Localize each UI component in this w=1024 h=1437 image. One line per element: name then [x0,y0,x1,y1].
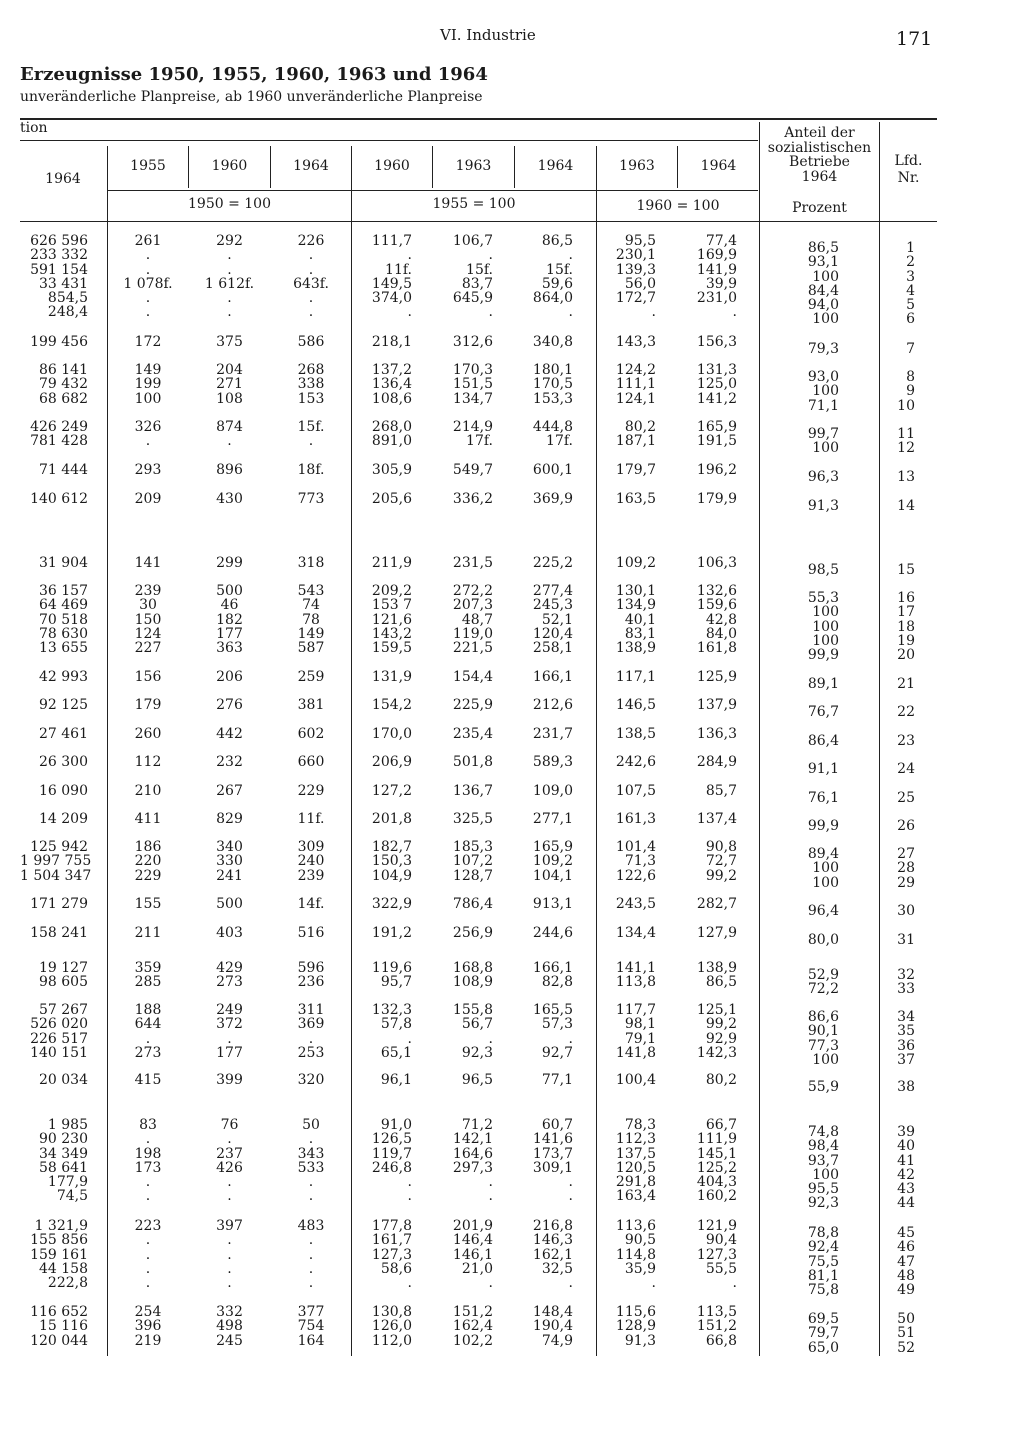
cell-c1964: 1 321,9 155 856 159 161 44 158 222,8 [30,1218,88,1292]
cell-c1964: 1 985 90 230 34 349 58 641 177,9 74,5 [39,1117,88,1205]
body-rule [20,221,937,222]
cell-g2-1960: 177,8 161,7 127,3 58,6 . [371,1218,412,1292]
cell-c1964: 20 034 [39,1072,88,1088]
section-heading: VI. Industrie [440,26,536,44]
cell-g1-1964: 259 [297,669,325,685]
cell-g3-1964: 137,9 [696,697,737,713]
cell-g1-1964: 602 [297,726,325,742]
cell-g1-1960: 292 . . 1 612f. . . [204,233,255,321]
cell-g3-1963: 80,2 187,1 [615,419,656,450]
cell-g2-1963: 501,8 [452,754,493,770]
cell-g1-1955: 211 [134,925,162,941]
cell-g2-1964: 225,2 [532,555,573,571]
cell-g2-1960: 211,9 [371,555,412,571]
cell-share: 98,5 [807,562,839,578]
cell-g2-1963: 168,8 108,9 [452,960,493,991]
cell-g3-1963: 107,5 [615,783,656,799]
cell-lfd: 39 40 41 42 43 44 [897,1124,915,1212]
cell-g1-1964: 381 [297,697,325,713]
cell-g2-1960: 191,2 [371,925,412,941]
cell-c1964: 116 652 15 116 120 044 [30,1304,88,1349]
cell-g3-1963: 117,1 [615,669,656,685]
cell-c1964: 199 456 [30,334,88,350]
cell-lfd: 25 [897,790,915,806]
cell-g1-1955: 155 [134,896,162,912]
cell-share: 76,7 [807,704,839,720]
cell-g3-1964: 77,4 169,9 141,9 39,9 231,0 . [696,233,737,321]
cell-g3-1963: 242,6 [615,754,656,770]
cell-g2-1960: 154,2 [371,697,412,713]
col-head-g3-1964: 1964 [700,158,737,174]
cell-g2-1960: 209,2 153 7 121,6 143,2 159,5 [371,583,412,657]
cell-g2-1960: 127,2 [371,783,412,799]
cell-g2-1963: 96,5 [461,1072,493,1088]
cell-g1-1955: 415 [134,1072,162,1088]
cell-g1-1964: 268 338 153 [297,362,325,407]
cell-c1964: 14 209 [39,811,88,827]
cell-g2-1964: 148,4 190,4 74,9 [532,1304,573,1349]
cell-g1-1964: 377 754 164 [297,1304,325,1349]
cell-lfd: 15 [897,562,915,578]
cell-c1964: 26 300 [39,754,88,770]
cell-g1-1960: 375 [216,334,243,350]
cell-g1-1955: 172 [134,334,162,350]
cell-g1-1955: 210 [134,783,162,799]
cell-g1-1960: 276 [216,697,243,713]
cell-share: 76,1 [807,790,839,806]
cell-c1964: 42 993 [39,669,88,685]
cell-lfd: 26 [897,818,915,834]
cell-g2-1964: 86,5 . 15f. 59,6 864,0 . [532,233,573,321]
cell-g1-1960: 340 330 241 [216,839,243,884]
cell-g3-1963: 130,1 134,9 40,1 83,1 138,9 [615,583,656,657]
cell-g1-1964: 543 74 78 149 587 [297,583,325,657]
cell-g2-1963: 154,4 [452,669,493,685]
cell-share: 86,4 [807,733,839,749]
cell-share: 86,6 90,1 77,3 100 [807,1009,839,1068]
cell-g1-1960: 429 273 [216,960,243,991]
cell-g2-1964: 216,8 146,3 162,1 32,5 . [532,1218,573,1292]
cell-g2-1960: 91,0 126,5 119,7 246,8 . . [371,1117,412,1205]
cell-share: 93,0 100 71,1 [807,369,839,414]
cell-lfd: 34 35 36 37 [897,1009,915,1068]
cell-g1-1960: 430 [216,491,243,507]
cell-g1-1960: 76 . 237 426 . . [216,1117,243,1205]
cell-g3-1964: 138,9 86,5 [696,960,737,991]
cell-lfd: 24 [897,761,915,777]
cell-share: 52,9 72,2 [807,967,839,998]
base-g3: 1960 = 100 [636,198,720,214]
cell-share: 96,3 [807,469,839,485]
cell-g1-1955: 326 . [134,419,162,450]
table-title: Erzeugnisse 1950, 1955, 1960, 1963 und 1964 [20,64,488,85]
cell-g1-1964: 229 [297,783,325,799]
cell-g1-1964: 309 240 239 [297,839,325,884]
cell-share: 79,3 [807,341,839,357]
subheader-rule [108,190,758,191]
cell-g1-1960: 232 [216,754,243,770]
cell-c1964: 171 279 [30,896,88,912]
cell-g1-1955: 411 [134,811,162,827]
cell-c1964: 16 090 [39,783,88,799]
cell-g3-1963: 143,3 [615,334,656,350]
cell-g2-1963: 136,7 [452,783,493,799]
cell-lfd: 38 [897,1079,915,1095]
cell-g3-1964: 121,9 90,4 127,3 55,5 . [696,1218,737,1292]
cell-g2-1960: 170,0 [371,726,412,742]
cell-g2-1964: 444,8 17f. [532,419,573,450]
stub-column-fragment: tion [20,120,48,136]
cell-g3-1963: 109,2 [615,555,656,571]
cell-g2-1960: 119,6 95,7 [371,960,412,991]
cell-g3-1964: 132,6 159,6 42,8 84,0 161,8 [696,583,737,657]
cell-lfd: 45 46 47 48 49 [897,1225,915,1299]
cell-g2-1960: 205,6 [371,491,412,507]
cell-g1-1960: 204 271 108 [216,362,243,407]
col-head-share: Anteil der sozialistischen Betriebe 1964 [767,125,872,185]
cell-g1-1955: 156 [134,669,162,685]
cell-g3-1964: 125,9 [696,669,737,685]
cell-share: 78,8 92,4 75,5 81,1 75,8 [807,1225,839,1299]
cell-lfd: 23 [897,733,915,749]
cell-g3-1963: 113,6 90,5 114,8 35,9 . [615,1218,656,1292]
cell-g1-1955: 293 [134,462,162,478]
cell-lfd: 50 51 52 [897,1311,915,1356]
cell-g2-1960: 111,7 . 11f. 149,5 374,0 . [371,233,412,321]
cell-g3-1964: 85,7 [705,783,737,799]
cell-g2-1963: 786,4 [452,896,493,912]
cell-g2-1964: 212,6 [532,697,573,713]
cell-lfd: 7 [906,341,915,357]
cell-lfd: 8 9 10 [897,369,915,414]
cell-g1-1964: 15f. . [297,419,325,450]
cell-g1-1955: 239 30 150 124 227 [134,583,162,657]
col-head-g1-1964: 1964 [293,158,329,174]
cell-g3-1963: 163,5 [615,491,656,507]
base-g2: 1955 = 100 [432,196,516,212]
cell-g2-1960: 268,0 891,0 [371,419,412,450]
cell-g3-1963: 95,5 230,1 139,3 56,0 172,7 . [615,233,656,321]
cell-g3-1963: 78,3 112,3 137,5 120,5 291,8 163,4 [615,1117,656,1205]
cell-g3-1964: 284,9 [696,754,737,770]
cell-g1-1955: 223 . . . . [134,1218,162,1292]
cell-lfd: 16 17 18 19 20 [897,590,915,664]
cell-g2-1960: 201,8 [371,811,412,827]
cell-c1964: 71 444 [39,462,88,478]
cell-lfd: 1 2 3 4 5 6 [906,240,915,328]
cell-g1-1960: 267 [216,783,243,799]
cell-g3-1964: 125,1 99,2 92,9 142,3 [696,1002,737,1061]
page-number: 171 [896,28,933,50]
cell-g2-1964: 277,1 [532,811,573,827]
cell-lfd: 30 [897,903,915,919]
top-rule [20,118,937,120]
cell-g2-1964: 913,1 [532,896,573,912]
cell-g2-1964: 166,1 [532,669,573,685]
cell-g1-1964: 586 [297,334,325,350]
cell-g1-1964: 483 . . . . [297,1218,325,1292]
cell-lfd: 11 12 [897,426,915,457]
cell-g3-1964: 165,9 191,5 [696,419,737,450]
cell-lfd: 13 [897,469,915,485]
cell-share: 91,1 [807,761,839,777]
col-head-1964: 1964 [45,171,81,187]
cell-g1-1964: 660 [297,754,325,770]
col-head-g2-1964: 1964 [537,158,574,174]
cell-lfd: 21 [897,676,915,692]
cell-c1964: 140 612 [30,491,88,507]
cell-g3-1963: 100,4 [615,1072,656,1088]
cell-g2-1964: 180,1 170,5 153,3 [532,362,573,407]
cell-share: 86,5 93,1 100 84,4 94,0 100 [807,240,839,328]
cell-g1-1960: 874 . [216,419,243,450]
cell-share: 91,3 [807,498,839,514]
cell-g1-1960: 896 [216,462,243,478]
cell-g1-1964: 320 [297,1072,325,1088]
cell-g2-1964: 277,4 245,3 52,1 120,4 258,1 [532,583,573,657]
cell-g2-1964: 166,1 82,8 [532,960,573,991]
cell-g3-1963: 117,7 98,1 79,1 141,8 [615,1002,656,1061]
cell-g1-1964: 14f. [297,896,325,912]
col-head-g2-1960: 1960 [374,158,410,174]
cell-g2-1960: 206,9 [371,754,412,770]
cell-c1964: 19 127 98 605 [39,960,88,991]
cell-g1-1955: 260 [134,726,162,742]
cell-g1-1960: 399 [216,1072,243,1088]
cell-g3-1964: 113,5 151,2 66,8 [696,1304,737,1349]
cell-g3-1963: 141,1 113,8 [615,960,656,991]
cell-g1-1955: 149 199 100 [134,362,162,407]
cell-g1-1964: 226 . . 643f. . . [293,233,329,321]
cell-g1-1960: 299 [216,555,243,571]
cell-g1-1955: 83 . 198 173 . . [134,1117,162,1205]
cell-g2-1963: 325,5 [452,811,493,827]
cell-g3-1964: 131,3 125,0 141,2 [696,362,737,407]
cell-g1-1955: 141 [134,555,162,571]
cell-share: 69,5 79,7 65,0 [807,1311,839,1356]
cell-g2-1960: 137,2 136,4 108,6 [371,362,412,407]
cell-g1-1960: 403 [216,925,243,941]
cell-g1-1955: 209 [134,491,162,507]
cell-g1-1964: 318 [297,555,325,571]
cell-g2-1964: 77,1 [541,1072,573,1088]
cell-g2-1964: 244,6 [532,925,573,941]
cell-g1-1964: 50 . 343 533 . . [297,1117,325,1205]
cell-lfd: 14 [897,498,915,514]
cell-g3-1964: 196,2 [696,462,737,478]
cell-g2-1964: 369,9 [532,491,573,507]
cell-share: 89,4 100 100 [807,846,839,891]
cell-g2-1963: 151,2 162,4 102,2 [452,1304,493,1349]
cell-g1-1955: 179 [134,697,162,713]
cell-g2-1963: 312,6 [452,334,493,350]
cell-g1-1964: 18f. [297,462,325,478]
cell-g2-1963: 225,9 [452,697,493,713]
cell-g2-1964: 60,7 141,6 173,7 309,1 . . [532,1117,573,1205]
cell-lfd: 31 [897,932,915,948]
cell-g2-1960: 322,9 [371,896,412,912]
cell-share: 55,9 [807,1079,839,1095]
cell-lfd: 32 33 [897,967,915,998]
cell-g1-1955: 112 [134,754,162,770]
cell-c1964: 426 249 781 428 [30,419,88,450]
cell-g2-1963: 549,7 [452,462,493,478]
cell-share: 55,3 100 100 100 99,9 [807,590,839,664]
cell-g3-1964: 90,8 72,7 99,2 [705,839,737,884]
cell-g2-1960: 182,7 150,3 104,9 [371,839,412,884]
cell-c1964: 31 904 [39,555,88,571]
cell-g1-1960: 500 [216,896,243,912]
cell-g2-1963: 201,9 146,4 146,1 21,0 . [452,1218,493,1292]
cell-g1-1960: 829 [216,811,243,827]
cell-g3-1964: 282,7 [696,896,737,912]
cell-g1-1955: 359 285 [134,960,162,991]
cell-g2-1960: 218,1 [371,334,412,350]
share-unit: Prozent [792,200,847,216]
cell-c1964: 125 942 1 997 755 1 504 347 [20,839,92,884]
cell-g2-1964: 165,9 109,2 104,1 [532,839,573,884]
cell-g3-1964: 80,2 [705,1072,737,1088]
cell-g2-1964: 340,8 [532,334,573,350]
cell-g3-1964: 127,9 [696,925,737,941]
cell-g2-1960: 132,3 57,8 . 65,1 [371,1002,412,1061]
cell-g3-1963: 101,4 71,3 122,6 [615,839,656,884]
cell-g2-1963: 155,8 56,7 . 92,3 [452,1002,493,1061]
cell-g3-1963: 115,6 128,9 91,3 [615,1304,656,1349]
cell-g3-1964: 66,7 111,9 145,1 125,2 404,3 160,2 [696,1117,737,1205]
cell-g1-1964: 11f. [297,811,325,827]
cell-g1-1960: 442 [216,726,243,742]
table-subtitle: unveränderliche Planpreise, ab 1960 unveränderliche Planpreise [20,89,483,105]
cell-g1-1955: 186 220 229 [134,839,162,884]
cell-share: 99,9 [807,818,839,834]
col-head-g2-1963: 1963 [455,158,492,174]
cell-lfd: 22 [897,704,915,720]
col-head-g3-1963: 1963 [619,158,655,174]
cell-g3-1964: 156,3 [696,334,737,350]
cell-g2-1964: 165,5 57,3 . 92,7 [532,1002,573,1061]
cell-g2-1964: 109,0 [532,783,573,799]
cell-g2-1960: 305,9 [371,462,412,478]
cell-g1-1960: 500 46 182 177 363 [216,583,243,657]
cell-g1-1964: 516 [297,925,325,941]
cell-c1964: 92 125 [39,697,88,713]
cell-c1964: 86 141 79 432 68 682 [39,362,88,407]
cell-g2-1964: 231,7 [532,726,573,742]
cell-g3-1964: 137,4 [696,811,737,827]
cell-g1-1955: 188 644 . 273 [134,1002,162,1061]
cell-g2-1963: 170,3 151,5 134,7 [452,362,493,407]
cell-g3-1964: 136,3 [696,726,737,742]
cell-c1964: 626 596 233 332 591 154 33 431 854,5 248,4 [30,233,88,321]
cell-c1964: 27 461 [39,726,88,742]
cell-g3-1963: 179,7 [615,462,656,478]
cell-g2-1963: 235,4 [452,726,493,742]
cell-g2-1963: 106,7 . 15f. 83,7 645,9 . [452,233,493,321]
cell-g2-1963: 231,5 [452,555,493,571]
cell-g1-1955: 261 . . 1 078f. . . [123,233,173,321]
cell-g3-1963: 146,5 [615,697,656,713]
cell-g2-1964: 589,3 [532,754,573,770]
cell-lfd: 27 28 29 [897,846,915,891]
col-head-lfd: Lfd. Nr. [894,153,923,186]
cell-g3-1964: 106,3 [696,555,737,571]
cell-g3-1963: 124,2 111,1 124,1 [615,362,656,407]
cell-g2-1960: 131,9 [371,669,412,685]
cell-g2-1960: 96,1 [380,1072,412,1088]
cell-g1-1964: 596 236 [297,960,325,991]
cell-share: 89,1 [807,676,839,692]
cell-g2-1963: 336,2 [452,491,493,507]
cell-g1-1964: 773 [297,491,325,507]
cell-g2-1963: 214,9 17f. [452,419,493,450]
cell-g1-1960: 249 372 . 177 [216,1002,243,1061]
base-g1: 1950 = 100 [188,196,271,212]
cell-g2-1963: 185,3 107,2 128,7 [452,839,493,884]
cell-c1964: 158 241 [30,925,88,941]
cell-g2-1963: 71,2 142,1 164,6 297,3 . . [452,1117,493,1205]
cell-g2-1963: 256,9 [452,925,493,941]
cell-share: 80,0 [807,932,839,948]
header-rule [20,140,758,141]
cell-g1-1960: 332 498 245 [216,1304,243,1349]
cell-share: 99,7 100 [807,426,839,457]
cell-c1964: 36 157 64 469 70 518 78 630 13 655 [39,583,88,657]
cell-g3-1963: 161,3 [615,811,656,827]
cell-g3-1963: 243,5 [615,896,656,912]
cell-share: 96,4 [807,903,839,919]
cell-g1-1955: 254 396 219 [134,1304,162,1349]
cell-share: 74,8 98,4 93,7 100 95,5 92,3 [807,1124,839,1212]
cell-c1964: 57 267 526 020 226 517 140 151 [30,1002,88,1061]
cell-g3-1963: 138,5 [615,726,656,742]
col-head-g1-1960: 1960 [211,158,248,174]
cell-g1-1960: 206 [216,669,243,685]
cell-g2-1960: 130,8 126,0 112,0 [371,1304,412,1349]
col-head-g1-1955: 1955 [130,158,166,174]
cell-g2-1963: 272,2 207,3 48,7 119,0 221,5 [452,583,493,657]
cell-g1-1960: 397 . . . . [216,1218,243,1292]
cell-g3-1963: 134,4 [615,925,656,941]
cell-g2-1964: 600,1 [532,462,573,478]
cell-g3-1964: 179,9 [696,491,737,507]
cell-g1-1964: 311 369 . 253 [297,1002,325,1061]
